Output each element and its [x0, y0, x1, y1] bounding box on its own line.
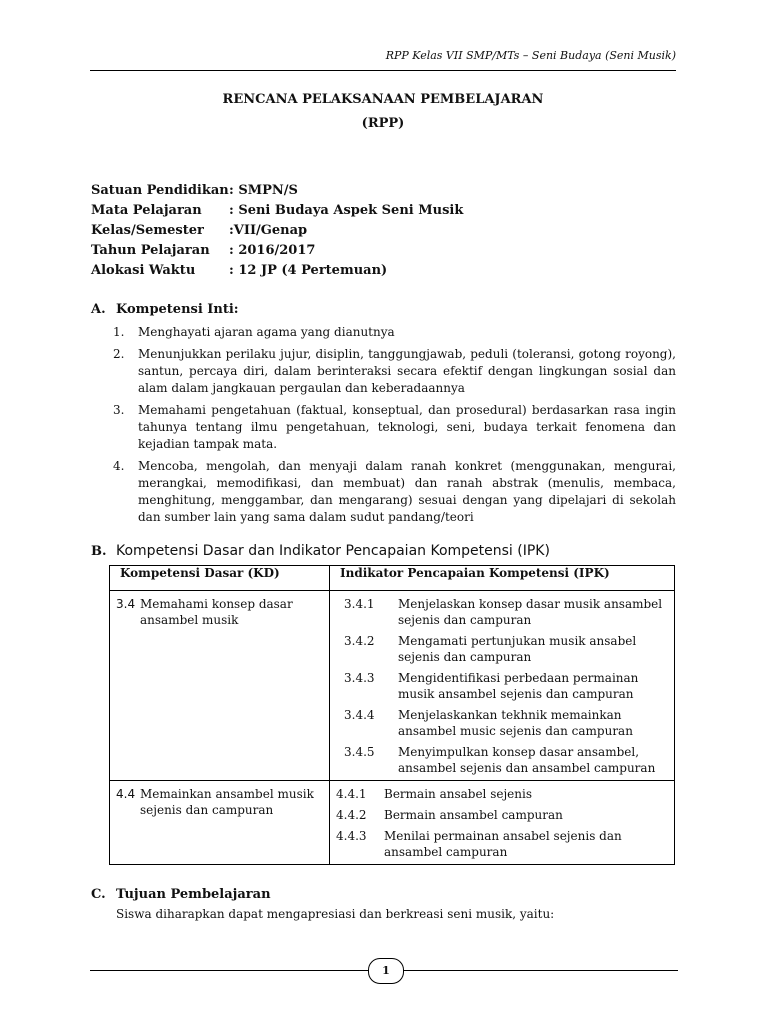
list-item [113, 346, 676, 397]
ipk-text: Bermain ansabel sejenis [384, 787, 533, 801]
identity-value: : Seni Budaya Aspek Seni Musik [229, 203, 464, 218]
kd-cell [110, 591, 330, 781]
list-number: 4. [113, 459, 125, 473]
list-item [113, 458, 676, 526]
identity-row [91, 241, 463, 261]
list-number: 3. [113, 403, 125, 417]
section-title: Kompetensi Dasar dan Indikator Pencapaian Kompetensi (IPK) [116, 543, 550, 559]
section-title: Kompetensi Inti: [116, 302, 239, 317]
ipk-text: Menilai permainan ansabel sejenis dan ansambel campuran [384, 829, 622, 859]
identity-label: Kelas/Semester [91, 223, 204, 238]
ipk-text: Mengamati pertunjukan musik ansabel sejenis dan campuran [398, 634, 637, 664]
document-title [90, 88, 676, 136]
table-row [110, 591, 675, 781]
kd-number: 3.4 [116, 597, 136, 611]
section-letter: A. [91, 302, 106, 317]
ipk-number: 3.4.2 [344, 634, 375, 648]
ipk-text: Mengidentifikasi perbedaan permainan musik ansambel sejenis dan campuran [398, 671, 639, 701]
list-item [113, 402, 676, 453]
ipk-item [336, 786, 668, 802]
list-text: Menghayati ajaran agama yang dianutnya [138, 325, 395, 339]
ipk-number: 3.4.1 [344, 597, 375, 611]
kd-cell [110, 781, 330, 865]
section-a-heading [91, 302, 239, 317]
column-header-ipk: Indikator Pencapaian Kompetensi (IPK) [330, 566, 675, 591]
section-c-heading [91, 887, 271, 902]
identity-label: Satuan Pendidikan [91, 183, 229, 198]
table-row [110, 781, 675, 865]
ipk-item [336, 670, 668, 702]
ipk-item [336, 707, 668, 739]
ipk-number: 4.4.3 [336, 829, 367, 843]
table-header-row [110, 566, 675, 591]
identity-block [91, 181, 463, 281]
identity-label: Mata Pelajaran [91, 203, 202, 218]
column-header-kd: Kompetensi Dasar (KD) [110, 566, 330, 591]
ipk-item [336, 633, 668, 665]
kd-ipk-table [109, 565, 675, 865]
list-text: Menunjukkan perilaku jujur, disiplin, tanggungjawab, peduli (toleransi, gotong royong), santun, percaya diri, dalam berinteraksi secara efektif dengan lingkungan sosial dan alam dalam jangkauan pergaulan dan keberadaannya [138, 347, 676, 395]
ipk-number: 4.4.1 [336, 787, 367, 801]
identity-label: Alokasi Waktu [91, 263, 196, 278]
section-letter: B. [91, 544, 107, 559]
running-header: RPP Kelas VII SMP/MTs – Seni Budaya (Seni Musik) [90, 46, 676, 71]
identity-value: :VII/Genap [229, 223, 308, 238]
section-title: Tujuan Pembelajaran [116, 887, 271, 902]
ipk-text: Menjelaskankan tekhnik memainkan ansambel music sejenis dan campuran [398, 708, 633, 738]
list-number: 2. [113, 347, 125, 361]
ipk-item [336, 828, 668, 860]
ipk-item [336, 744, 668, 776]
identity-row [91, 201, 463, 221]
list-text: Mencoba, mengolah, dan menyaji dalam ranah konkret (menggunakan, mengurai, merangkai, memodifikasi, dan membuat) dan ranah abstrak (menulis, membaca, menghitung, menggambar, dan mengarang) sesuai dengan yang dipelajari di sekolah dan sumber lain yang sama dalam sudut pandang/teori [138, 459, 676, 524]
kd-text: Memainkan ansambel musik sejenis dan campuran [140, 787, 314, 817]
kd-text: Memahami konsep dasar ansambel musik [140, 597, 293, 627]
identity-value: : 2016/2017 [229, 243, 316, 258]
ipk-number: 3.4.3 [344, 671, 375, 685]
section-letter: C. [91, 887, 106, 902]
identity-value: : SMPN/S [229, 183, 298, 198]
ipk-item [336, 807, 668, 823]
identity-value: : 12 JP (4 Pertemuan) [229, 263, 388, 278]
ipk-number: 3.4.5 [344, 745, 375, 759]
tujuan-paragraph: Siswa diharapkan dapat mengapresiasi dan berkreasi seni musik, yaitu: [116, 907, 555, 921]
title-line-2: (RPP) [361, 116, 405, 131]
list-number: 1. [113, 325, 125, 339]
list-text: Memahami pengetahuan (faktual, konseptual, dan prosedural) berdasarkan rasa ingin tahunya tentang ilmu pengetahuan, teknologi, seni, budaya terkait fenomena dan kejadian tampak mata. [138, 403, 676, 451]
list-item [113, 324, 676, 341]
ipk-text: Menyimpulkan konsep dasar ansambel, ansambel sejenis dan ansambel campuran [398, 745, 656, 775]
ipk-cell [330, 591, 675, 781]
kompetensi-inti-list [113, 324, 676, 531]
kd-number: 4.4 [116, 787, 136, 801]
ipk-cell [330, 781, 675, 865]
identity-row [91, 181, 463, 201]
identity-label: Tahun Pelajaran [91, 243, 210, 258]
ipk-number: 4.4.2 [336, 808, 367, 822]
identity-row [91, 221, 463, 241]
ipk-item [336, 596, 668, 628]
page-number: 1 [368, 958, 404, 984]
title-line-1: RENCANA PELAKSANAAN PEMBELAJARAN [222, 92, 544, 107]
section-b-heading [91, 543, 550, 559]
ipk-text: Menjelaskan konsep dasar musik ansambel sejenis dan campuran [398, 597, 663, 627]
ipk-number: 3.4.4 [344, 708, 375, 722]
identity-row [91, 261, 463, 281]
ipk-text: Bermain ansambel campuran [384, 808, 563, 822]
